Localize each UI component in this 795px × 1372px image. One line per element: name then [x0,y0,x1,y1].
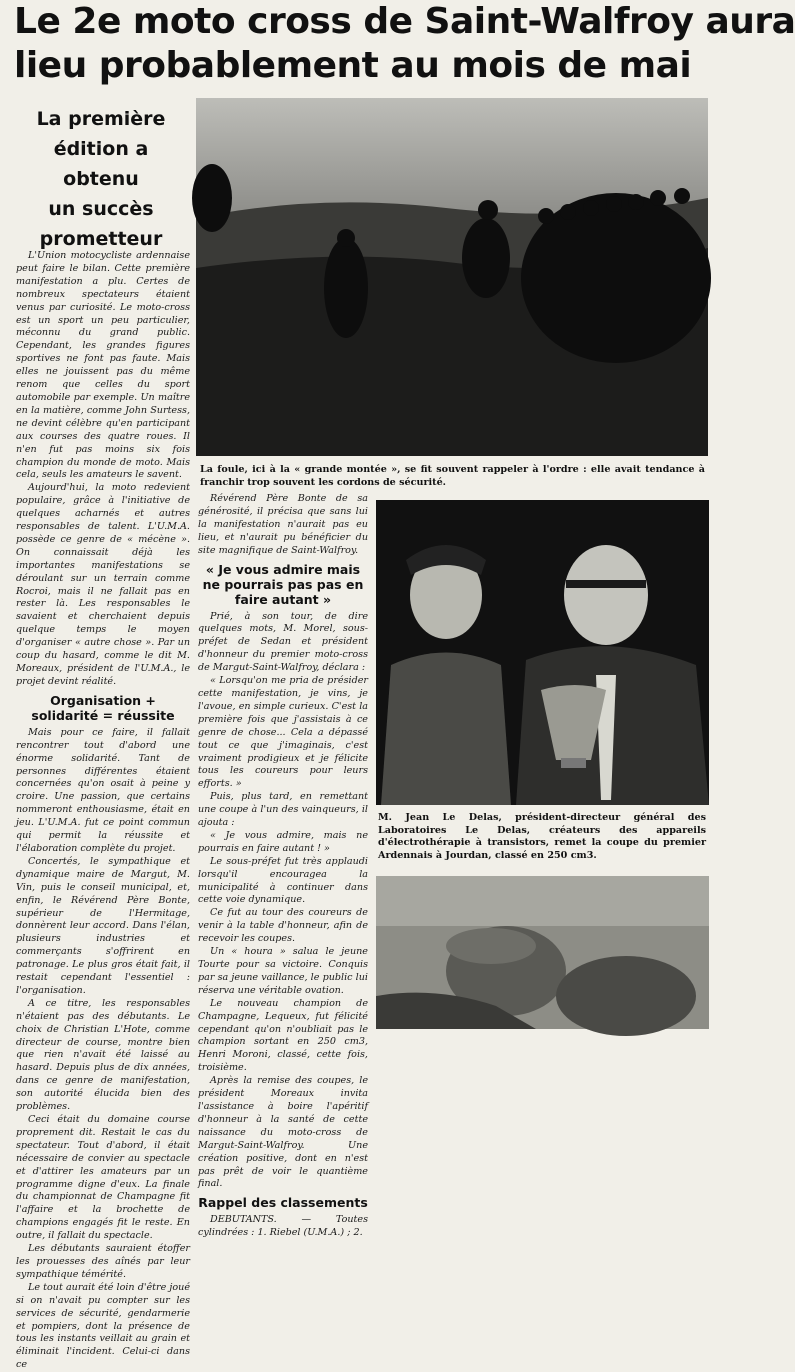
article-paragraph: « Je vous admire, mais ne pourrais en faire autant ! » [198,829,368,854]
article-paragraph: L'Union motocycliste ardennaise peut faire le bilan. Cette première manifestation a plu. Certes de nombreux spectateurs étaient venus par curiosité. Le moto-cross est un sport un peu particulier, méconnu du grand public. Cependant, les grandes figures sportives ne font pas faute. Mais elles ne jouissent pas du même renom que celles du sport automobile par exemple. Un maître en la matière, comme John Surtess, ne devint célèbre qu'en participant aux courses des quatre roues. Il n'en fut pas moins six fois champion du monde de moto. Mais cela, seuls les amateurs le savent. [16,250,190,481]
subheadline-line: un succès [48,198,154,220]
results-line: DEBUTANTS. — Toutes cylindrées : 1. Riebel (U.M.A.) ; 2. [198,1214,368,1239]
article-paragraph: « Lorsqu'on me pria de présider cette manifestation, je vins, je l'avoue, en simple curieux. C'est la première fois que j'assistais à ce genre de chose... Cela a dépassé tout ce que j'imaginais, c'est vraiment prodigieux et je félicite tous les coureurs pour leurs efforts. » [198,675,368,790]
headline-line-2: lieu probablement au mois de mai [14,45,692,86]
section-heading: Organisation + solidarité = réussite [31,692,175,723]
subheadline-line: prometteur [39,228,163,250]
article-paragraph: A ce titre, les responsables n'étaient pas des débutants. Le choix de Christian L'Hote, comme directeur de course, montre bien que rien n'avait été laissé au hasard. Depuis plus de dix années, dans ce genre de manifestation, son autorité élucida bien des problèmes. [16,997,190,1113]
photo-caption: La foule, ici à la « grande montée », se fit souvent rappeler à l'ordre : elle avait tendance à franchir trop souvent les cordons de sécurité. [200,464,705,488]
article-paragraph: Mais pour ce faire, il fallait rencontrer tout d'abord une énorme solidarité. Tant de personnes différentes étaient concernées qu'on osait à peine y croire. Une passion, que certains nommeront enthousiasme, était en jeu. L'U.M.A. fut ce point commun qui permit la réussite et l'élaboration complète du projet. [16,726,190,854]
crowd-race-photo [196,98,708,456]
rider-closeup-photo [376,876,709,1029]
quote-heading: « Je vous admire mais ne pourrais pas pas en faire autant » [202,561,364,607]
subheadline-line: édition a obtenu [53,138,149,190]
article-paragraph: Puis, plus tard, en remettant une coupe à l'un des vainqueurs, il ajouta : [198,791,368,829]
article-paragraph: Les débutants sauraient étoffer les prouesses des aînés par leur sympathique témérité. [16,1243,190,1280]
article-paragraph: Le tout aurait été loin d'être joué si on n'avait pu compter sur les services de sécurité, gendarmerie et pompiers, dont la présence de tous les instants veillait au grain et éliminait l'incident. Celui-ci dans ce [16,1281,190,1371]
article-paragraph: Révérend Père Bonte de sa générosité, il précisa que sans lui la manifestation n'aurait pas eu lieu, et n'aurait pu bénéficier du site magnifique de Saint-Walfroy. [198,493,368,556]
article-paragraph: Le nouveau champion de Champagne, Lequeux, fut félicité cependant qu'on n'oubliait pas le champion sortant en 250 cm3, Henri Moroni, classé, cette fois, troisième. [198,997,368,1074]
subheadline-line: La première [36,108,166,130]
headline-line-1: Le 2e moto cross de Saint-Walfroy aura [14,1,795,42]
article-paragraph: Prié, à son tour, de dire quelques mots, M. Morel, sous-préfet de Sedan et président d'honneur du premier moto-cross de Margut-Saint-Walfroy, déclara : [198,610,368,674]
article-paragraph: Aujourd'hui, la moto redevient populaire, grâce à l'initiative de quelques acharnés et autres responsables de talent. L'U.M.A. possède ce genre de « mécène ». On connaissait déjà les importantes manifestations se déroulant sur un terrain comme Rocroi, mais il ne fallait pas en rester là. Les responsables le savaient et cherchaient depuis quelque temps le moyen d'organiser « autre chose ». Par un coup du hasard, comme le dit M. Moreaux, président de l'U.M.A., le projet devint réalité. [16,482,190,687]
section-heading: Rappel des classements [198,1195,368,1211]
article-paragraph: Concertés, le sympathique et dynamique maire de Margut, M. Vin, puis le conseil municipal, et, enfin, le Révérend Père Bonte, supérieur de l'Hermitage, donnèrent leur accord. Dans l'élan, plusieurs industries et commerçants s'offrirent en patronage. Le plus gros était fait, il restait cependant l'essentiel : l'organisation. [16,855,190,996]
article-paragraph: Ce fut au tour des coureurs de venir à la table d'honneur, afin de recevoir les coupes. [198,907,368,945]
middle-article-column [198,493,368,1239]
subheadline [14,104,188,254]
article-paragraph: Après la remise des coupes, le président Moreaux invita l'assistance à boire l'apéritif d'honneur à la santé de cette naissance du moto-cross de Margut-Saint-Walfroy. Une création positive, dont en n'est pas prêt de voir le quantième final. [198,1075,368,1190]
photo-caption: M. Jean Le Delas, président-directeur général des Laboratoires Le Delas, créateurs des appareils d'électrothérapie à transistors, remet la coupe du premier Ardennais à Jourdan, classé en 250 cm3. [378,812,706,861]
article-paragraph: Le sous-préfet fut très applaudi lorsqu'il encouragea la municipalité à continuer dans cette voie dynamique. [198,855,368,906]
article-paragraph: Ceci était du domaine course proprement dit. Restait le cas du spectateur. Tout d'abord, il était nécessaire de convier au spectacle et d'attirer les amateurs par un programme digne d'eux. La finale du championnat de Champagne fit l'affaire et la brochette de champions engagés fit le reste. En outre, il fallait du spectacle. [16,1114,190,1242]
trophy-presentation-photo [376,500,709,805]
left-article-column [16,250,190,1371]
article-paragraph: Un « houra » salua le jeune Tourte pour sa victoire. Conquis par sa jeune vaillance, le public lui réserva une véritable ovation. [198,946,368,996]
